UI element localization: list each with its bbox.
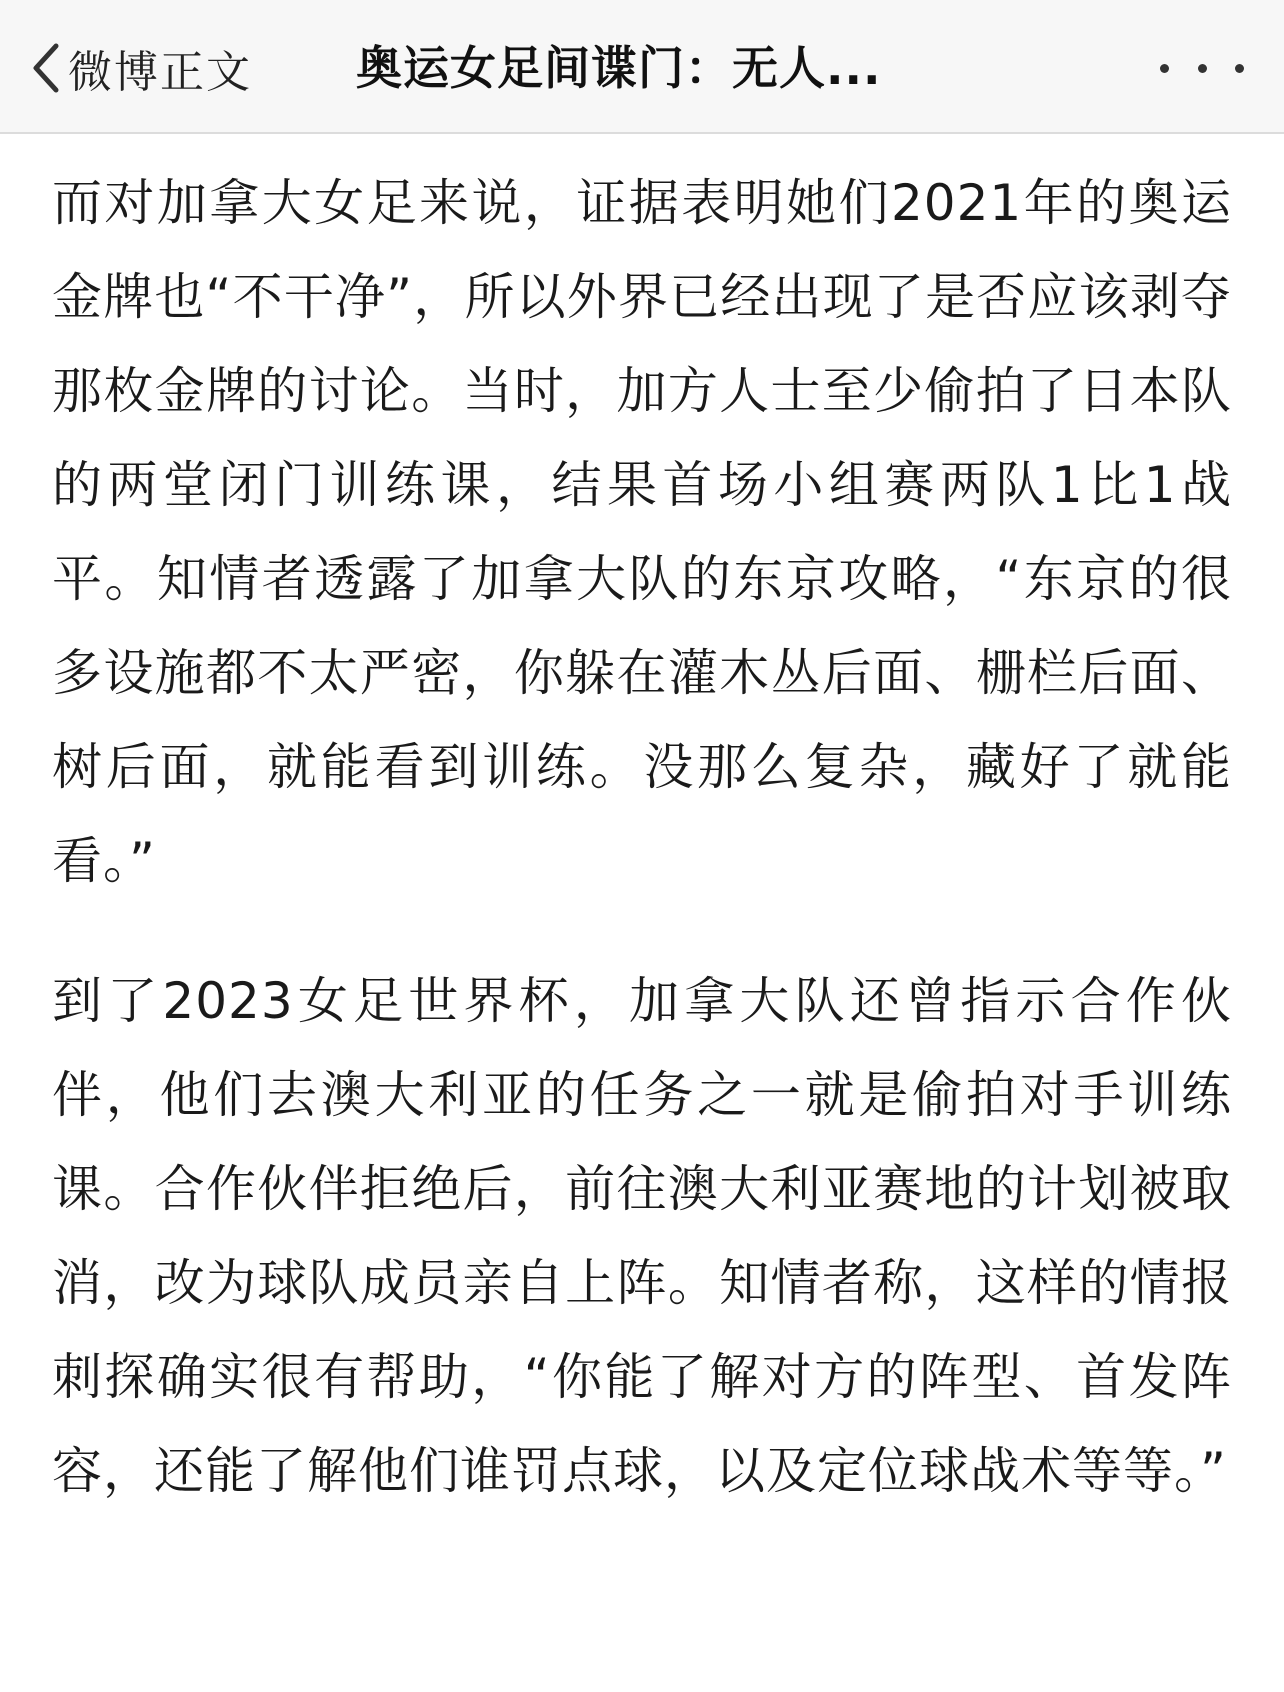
back-label: 微博正文: [68, 47, 252, 98]
page-title: 奥运女足间谍门：无人...: [356, 41, 882, 95]
back-button[interactable]: [30, 30, 252, 106]
chevron-left-icon: [30, 42, 60, 94]
top-navbar: [0, 0, 1284, 134]
article-paragraph: 到了2023女足世界杯，加拿大队还曾指示合作伙伴，他们去澳大利亚的任务之一就是偷拍对手训练课。合作伙伴拒绝后，前往澳大利亚赛地的计划被取消，改为球队成员亲自上阵。知情者称，这样的情报刺探确实很有帮助，“你能了解对方的阵型、首发阵容，还能了解他们谁罚点球，以及定位球战术等等。”: [52, 972, 1232, 1500]
more-options-button[interactable]: [1160, 46, 1244, 90]
article-body: [52, 156, 1232, 1518]
article-paragraph: 而对加拿大女足来说，证据表明她们2021年的奥运金牌也“不干净”，所以外界已经出现了是否应该剥夺那枚金牌的讨论。当时，加方人士至少偷拍了日本队的两堂闭门训练课，结果首场小组赛两队1比1战平。知情者透露了加拿大队的东京攻略，“东京的很多设施都不太严密，你躲在灌木丛后面、栅栏后面、树后面，就能看到训练。没那么复杂，藏好了就能看。”: [52, 174, 1232, 890]
more-dots-icon: [1160, 64, 1169, 73]
